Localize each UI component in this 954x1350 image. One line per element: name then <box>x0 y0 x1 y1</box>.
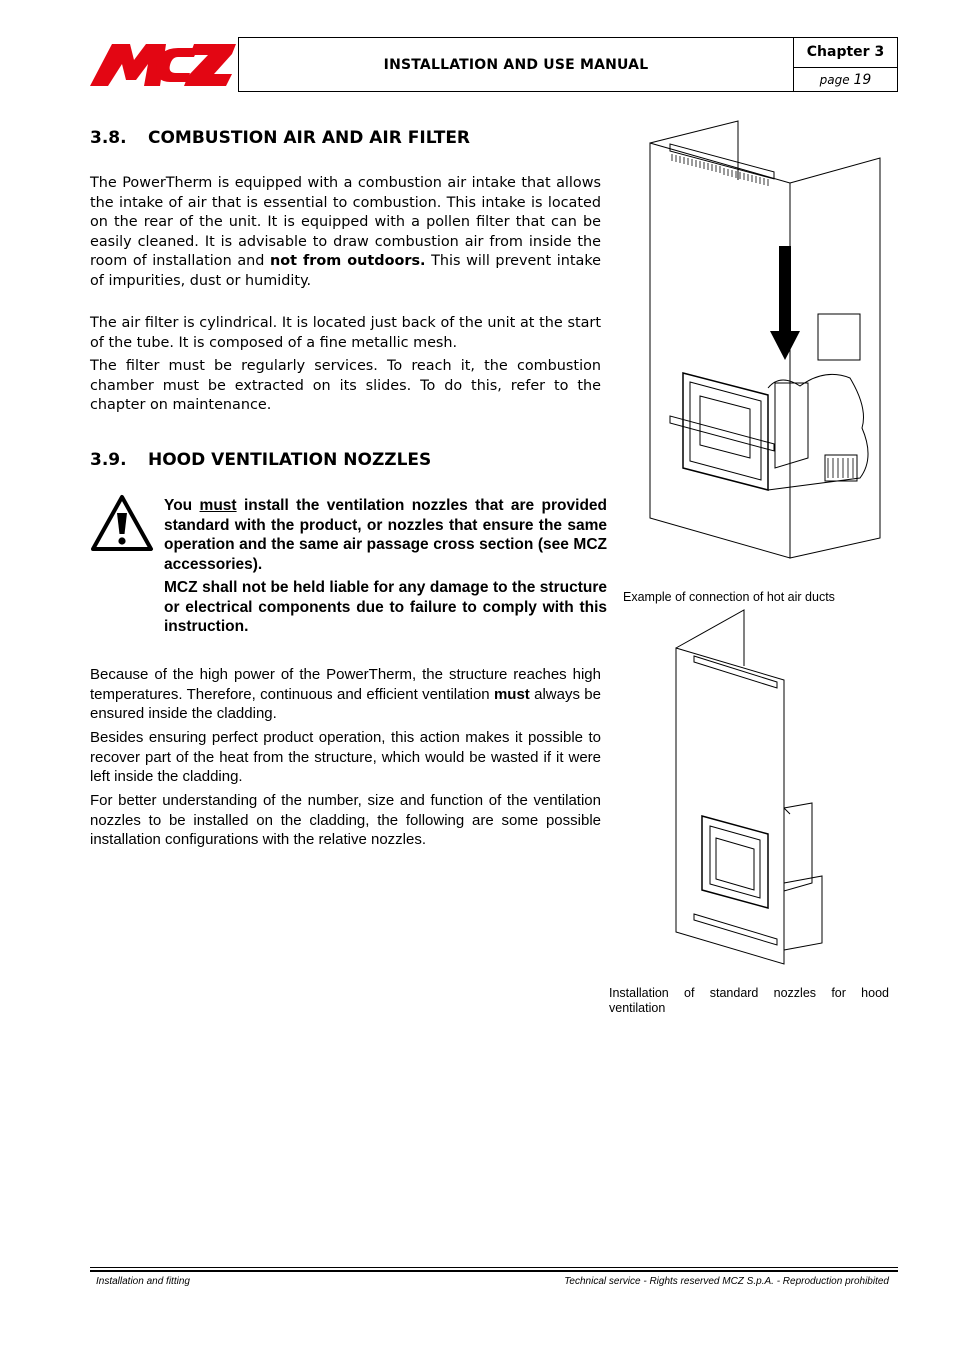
warning-icon <box>90 494 154 552</box>
warning-paragraph-2: MCZ shall not be held liable for any damage to the structure or electrical components due to failure to comply with this instruction. <box>164 579 607 635</box>
footer-rule-thick <box>90 1270 898 1272</box>
section-3-9-paragraph-2: Besides ensuring perfect product operation, this action makes it possible to recover part of the heat from the structure, which would be wasted if it were left inside the cladding. <box>90 729 601 785</box>
figure-2-caption: Installation of standard nozzles for hood ventilation <box>609 986 889 1015</box>
section-3-9-paragraph-3: For better understanding of the number, size and function of the ventilation nozzles to be installed on the cladding, the following are some possible installation configurations with the relative nozzles. <box>90 792 601 848</box>
figure-1-caption: Example of connection of hot air ducts <box>623 590 835 604</box>
manual-title: INSTALLATION AND USE MANUAL <box>383 56 649 73</box>
footer-left: Installation and fitting <box>96 1276 190 1287</box>
section-3-9-heading: 3.9. HOOD VENTILATION NOZZLES <box>90 450 432 470</box>
warning-paragraph-1: You must install the ventilation nozzles that are provided standard with the product, or nozzles that ensure the same operation and the same air passage cross section (see MCZ accessories). <box>164 497 608 573</box>
header-title-box <box>238 37 794 92</box>
header-chapter-box <box>793 37 898 92</box>
section-3-8-paragraph-1: The PowerTherm is equipped with a combustion air intake that allows the intake of air that is essential to combustion. This intake is located on the rear of the unit. It is equipped with a pollen filter that can be easily cleaned. It is advisable to draw combustion air from inside the room of installation and not from outdoors. This will prevent intake of impurities, dust or humidity. <box>90 175 601 289</box>
mcz-logo <box>90 40 236 88</box>
page-number: page 19 <box>819 72 872 88</box>
hot-air-ducts-illustration <box>640 118 890 563</box>
footer-rule <box>90 1267 898 1268</box>
chapter-label: Chapter 3 <box>794 38 897 68</box>
standard-nozzles-illustration <box>672 608 832 968</box>
section-3-8-heading: 3.8. COMBUSTION AIR AND AIR FILTER <box>90 128 471 148</box>
section-3-8-paragraph-2: The air filter is cylindrical. It is located just back of the unit at the start of the tube. It is composed of a fine metallic mesh. <box>90 315 601 351</box>
footer-right: Technical service - Rights reserved MCZ S.p.A. - Reproduction prohibited <box>564 1276 889 1287</box>
section-3-9-paragraph-1: Because of the high power of the PowerTherm, the structure reaches high temperatures. Therefore, continuous and efficient ventilation must always be ensured inside the cladding. <box>90 666 601 722</box>
section-3-8-paragraph-3: The filter must be regularly services. To reach it, the combustion chamber must be extracted on its slides. To do this, refer to the chapter on maintenance. <box>90 358 601 413</box>
